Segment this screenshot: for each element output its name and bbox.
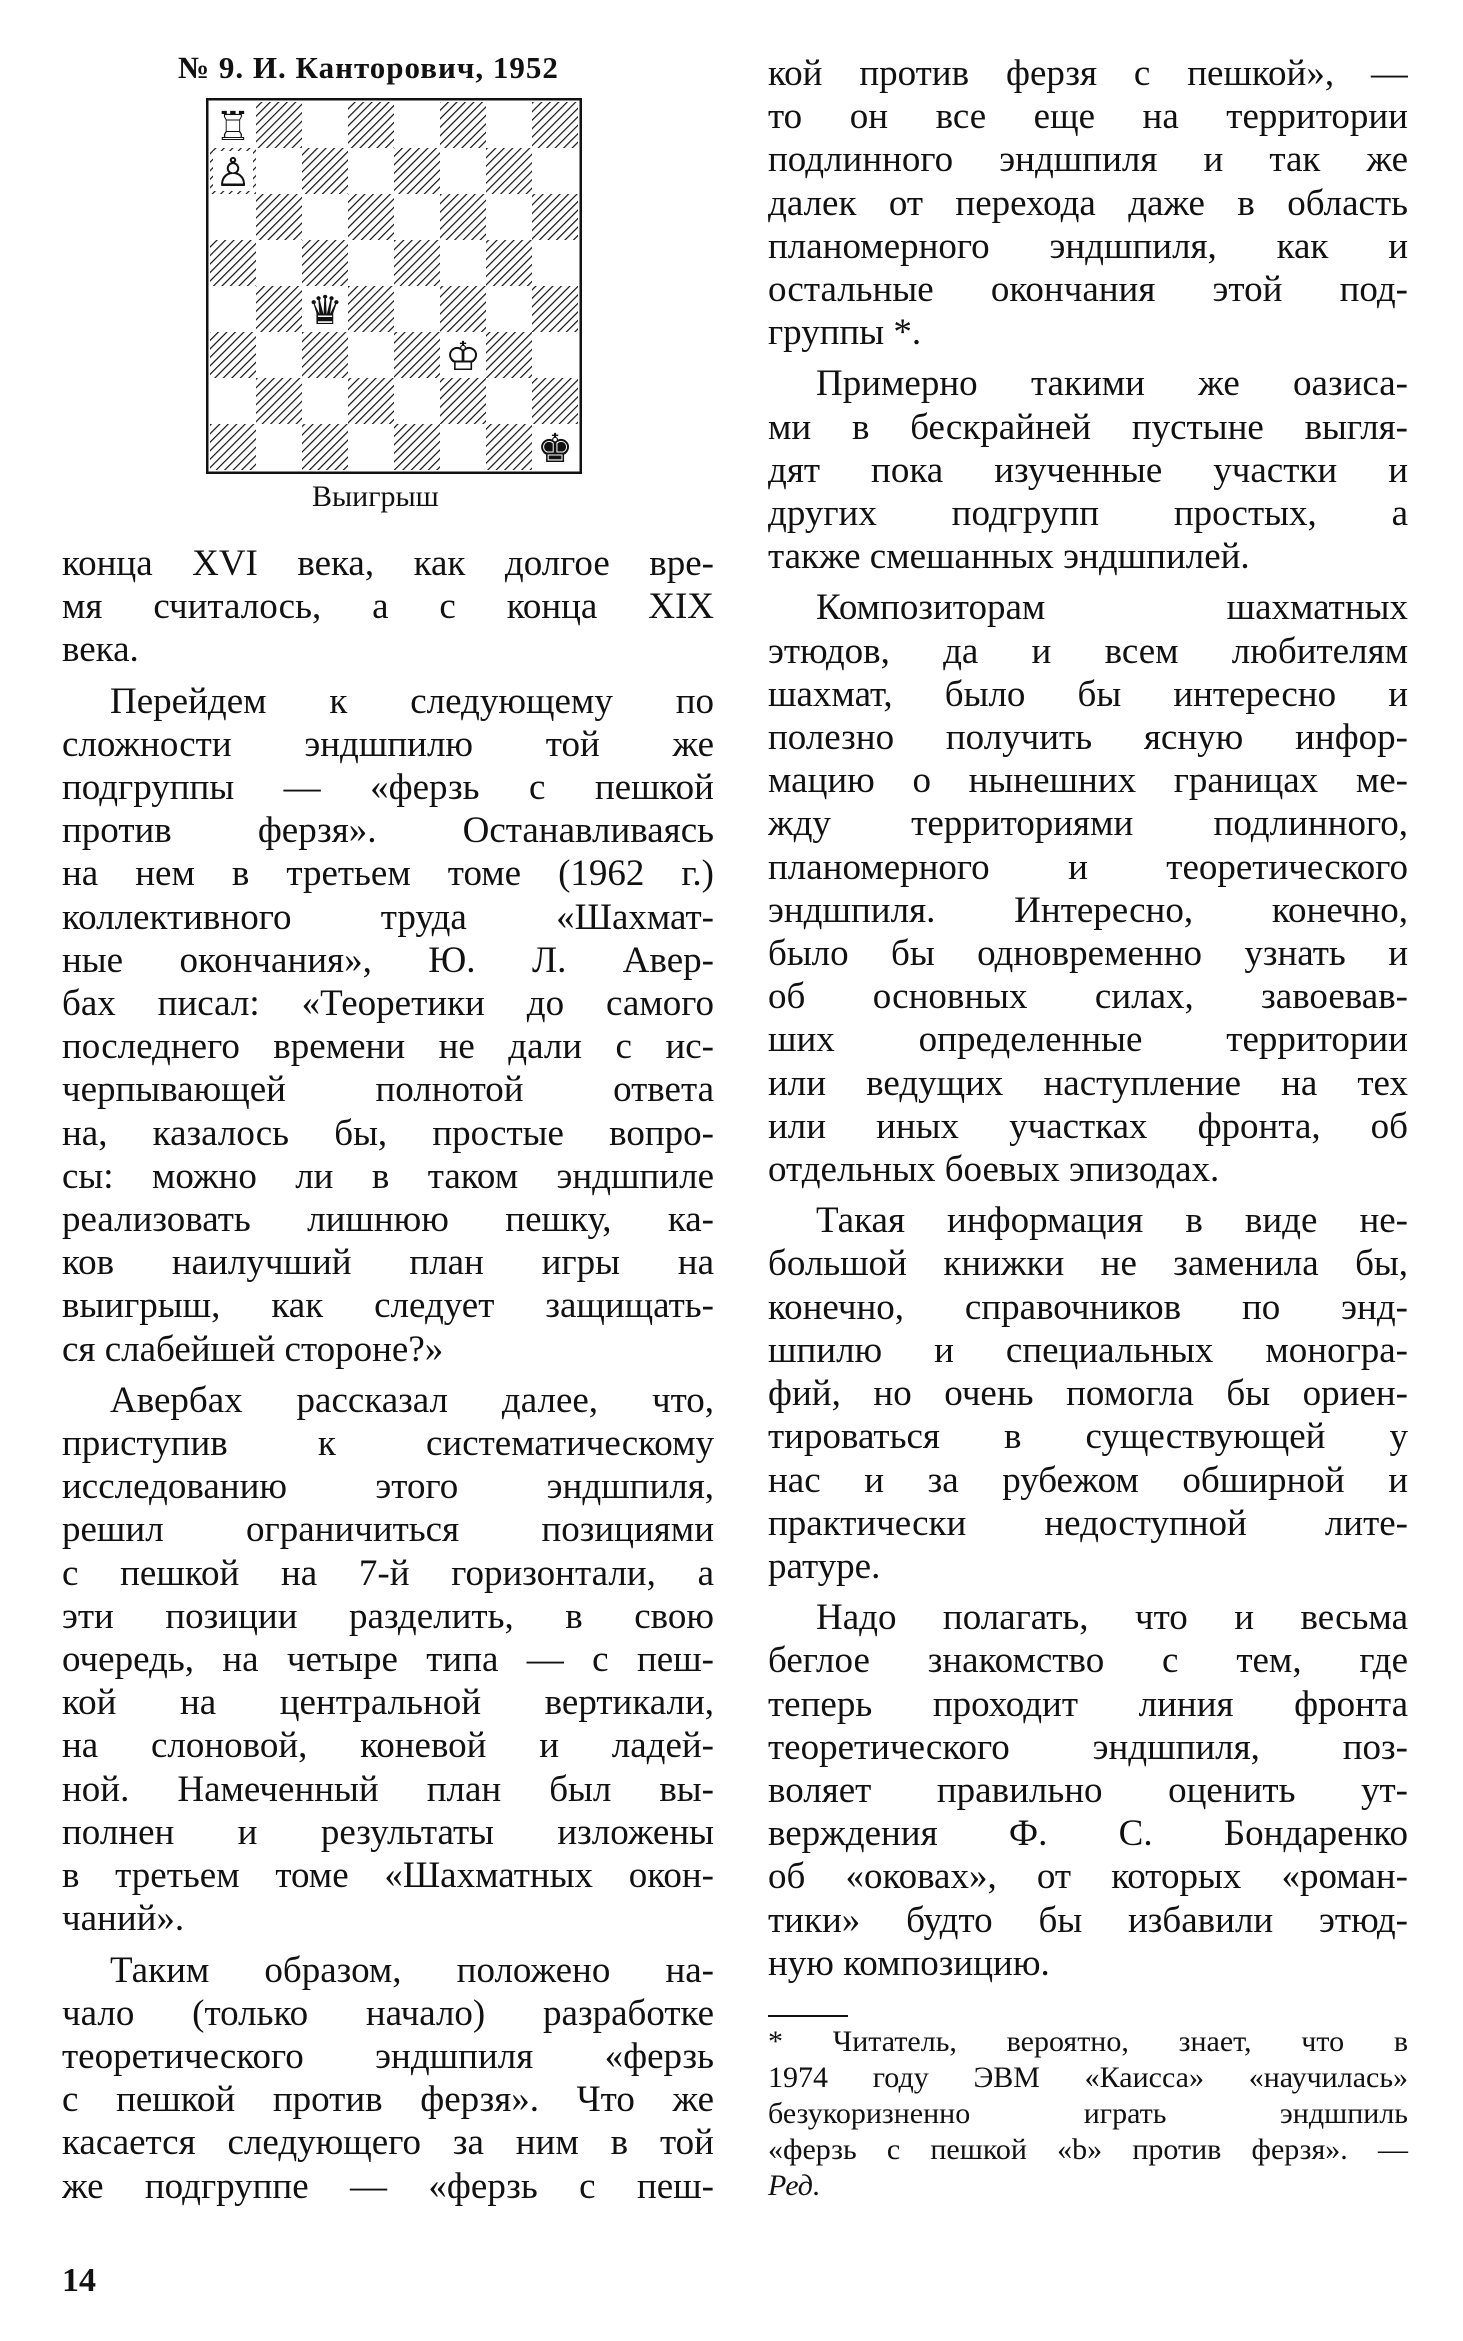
dark-square	[440, 286, 486, 332]
dark-square	[394, 332, 440, 378]
light-square	[256, 148, 302, 194]
light-square	[348, 332, 394, 378]
text-line: беглое знакомство с тем, где	[768, 1640, 1408, 1682]
text-line: в третьем томе «Шахматных окон-	[62, 1855, 714, 1897]
text-line: далек от перехода даже в область	[768, 182, 1408, 224]
text-line: отдельных боевых эпизодах.	[768, 1149, 1220, 1191]
text-line: Таким образом, положено на-	[110, 1949, 714, 1991]
light-square	[210, 286, 256, 332]
text-line: Такая информация в виде не-	[816, 1200, 1408, 1242]
text-line: эндшпиля. Интересно, конечно,	[768, 889, 1408, 931]
text-line: конца XVI века, как долгое вре-	[62, 543, 714, 584]
dark-square	[302, 240, 348, 286]
text-line: Надо полагать, что и весьма	[816, 1597, 1408, 1639]
text-line: воляет правильно оценить ут-	[768, 1769, 1408, 1811]
white-king-icon: ♔	[445, 334, 481, 380]
text-line: ших определенные территории	[768, 1019, 1408, 1061]
light-square	[486, 378, 532, 424]
black-king-icon: ♚	[537, 426, 573, 472]
text-line: тики» будто бы избавили этюд-	[768, 1899, 1408, 1941]
text-line: черпывающей полнотой ответа	[62, 1069, 714, 1111]
paragraph	[768, 362, 1408, 578]
text-line: кой на центральной вертикали,	[62, 1682, 714, 1724]
text-line: было бы одновременно узнать и	[768, 933, 1408, 975]
paragraph	[768, 52, 1408, 354]
dark-square	[532, 102, 578, 148]
paragraph	[768, 586, 1408, 1191]
dark-square	[210, 332, 256, 378]
light-square	[210, 378, 256, 424]
text-line: об основных силах, завоевав-	[768, 976, 1408, 1018]
text-line: исследованию этого эндшпиля,	[62, 1466, 714, 1508]
text-line: ной. Намеченный план был вы-	[62, 1768, 714, 1810]
text-line: ми в бескрайней пустыне выгля-	[768, 406, 1408, 448]
light-square	[486, 194, 532, 240]
light-square	[394, 286, 440, 332]
text-line: Примерно такими же оазиса-	[816, 363, 1408, 405]
text-line: на слоновой, коневой и ладей-	[62, 1725, 714, 1767]
text-line: дят пока изученные участки и	[768, 449, 1408, 491]
text-line: сы: можно ли в таком эндшпиле	[62, 1155, 714, 1197]
text-line: чало (только начало) разработке	[62, 1992, 714, 2034]
text-line: фий, но очень помогла бы ориен-	[768, 1373, 1408, 1415]
text-line: Композиторам шахматных	[816, 587, 1408, 629]
paragraph	[768, 1596, 1408, 1985]
text-line: кой против ферзя с пешкой», —	[768, 53, 1408, 94]
text-line: группы *.	[768, 312, 922, 354]
text-line: ную композицию.	[768, 1942, 1050, 1984]
dark-square	[486, 240, 532, 286]
text-line: планомерного и теоретического	[768, 846, 1408, 888]
black-queen-icon: ♛	[307, 288, 343, 334]
dark-square	[532, 286, 578, 332]
text-line: полезно получить ясную инфор-	[768, 717, 1408, 759]
dark-square	[256, 194, 302, 240]
dark-square	[348, 194, 394, 240]
text-line: этюдов, да и всем любителям	[768, 630, 1408, 672]
light-square	[486, 102, 532, 148]
light-square	[256, 424, 302, 470]
text-line: практически недоступной лите-	[768, 1502, 1408, 1544]
light-square	[348, 148, 394, 194]
text-line: бах писал: «Теоретики до самого	[62, 983, 714, 1025]
text-line: подгруппы — «ферзь с пешкой	[62, 767, 714, 809]
light-square	[302, 102, 348, 148]
text-line: 1974 году ЭВМ «Каисса» «научилась»	[768, 2061, 1408, 2094]
light-square	[348, 240, 394, 286]
paragraph	[62, 1949, 714, 2208]
text-line: верждения Ф. С. Бондаренко	[768, 1813, 1408, 1855]
text-line: планомерного эндшпиля, как и	[768, 225, 1408, 267]
dark-square	[256, 378, 302, 424]
paragraph	[62, 1379, 714, 1941]
text-line: тироваться в существующей у	[768, 1416, 1408, 1458]
text-line: эти позиции разделить, в свою	[62, 1595, 714, 1637]
text-line: * Читатель, вероятно, знает, что в	[768, 2025, 1408, 2058]
text-line: Перейдем к следующему по	[110, 680, 714, 722]
dark-square	[302, 148, 348, 194]
light-square	[210, 194, 256, 240]
dark-square	[394, 240, 440, 286]
text-line: теоретического эндшпиля, поз-	[768, 1726, 1408, 1768]
text-line: коллективного труда «Шахмат-	[62, 896, 714, 938]
dark-square	[394, 424, 440, 470]
text-line: большой книжки не заменила бы,	[768, 1243, 1408, 1285]
text-line: чаний».	[62, 1898, 185, 1940]
dark-square	[256, 286, 302, 332]
paragraph	[62, 542, 714, 672]
light-square	[440, 240, 486, 286]
text-line: касается следующего за ним в той	[62, 2122, 714, 2164]
text-line: на нем в третьем томе (1962 г.)	[62, 853, 714, 895]
text-line: ков наилучший план игры на	[62, 1242, 714, 1284]
text-line: ся слабейшей стороне?»	[62, 1328, 444, 1370]
text-line: сложности эндшпилю той же	[62, 723, 714, 765]
light-square	[394, 102, 440, 148]
chess-diagram	[206, 98, 582, 474]
dark-square	[486, 148, 532, 194]
text-line: решил ограничиться позициями	[62, 1509, 714, 1551]
dark-square	[210, 240, 256, 286]
text-line: «ферзь с пешкой «b» против ферзя». —	[768, 2133, 1408, 2166]
text-line: теперь проходит линия фронта	[768, 1683, 1408, 1725]
diagram-title: № 9. И. Канторович, 1952	[178, 50, 559, 85]
text-line: выигрыш, как следует защищать-	[62, 1285, 714, 1327]
text-line: ные окончания», Ю. Л. Авер-	[62, 939, 714, 981]
text-line: ратуре.	[768, 1545, 881, 1587]
light-square	[440, 148, 486, 194]
text-line: или иных участках фронта, об	[768, 1105, 1408, 1147]
light-square	[532, 148, 578, 194]
left-column	[62, 542, 714, 2208]
text-line: подлинного эндшпиля и так же	[768, 139, 1408, 181]
text-line: мя считалось, а с конца XIX	[62, 586, 714, 628]
dark-square	[348, 378, 394, 424]
text-line: полнен и результаты изложены	[62, 1811, 714, 1853]
footnote-rule	[768, 2015, 848, 2017]
text-line: Ред.	[768, 2169, 821, 2202]
light-square	[348, 424, 394, 470]
light-square	[256, 240, 302, 286]
dark-square	[440, 102, 486, 148]
dark-square	[348, 102, 394, 148]
light-square	[302, 194, 348, 240]
dark-square	[302, 332, 348, 378]
light-square	[532, 332, 578, 378]
dark-square	[440, 194, 486, 240]
light-square	[394, 194, 440, 240]
light-square	[532, 240, 578, 286]
text-line: с пешкой против ферзя». Что же	[62, 2079, 714, 2121]
text-line: против ферзя». Останавливаясь	[62, 810, 714, 852]
dark-square	[348, 286, 394, 332]
text-line: жду территориями подлинного,	[768, 803, 1408, 845]
text-line: то он все еще на территории	[768, 96, 1408, 138]
page-number: 14	[62, 2262, 96, 2299]
text-line: приступив к систематическому	[62, 1423, 714, 1465]
text-line: или ведущих наступление на тех	[768, 1062, 1408, 1104]
dark-square	[440, 378, 486, 424]
dark-square	[210, 424, 256, 470]
light-square	[394, 378, 440, 424]
text-line: века.	[62, 629, 139, 671]
dark-square	[486, 424, 532, 470]
footnote	[768, 2024, 1408, 2204]
dark-square	[532, 378, 578, 424]
text-line: же подгруппе — «ферзь с пеш-	[62, 2165, 714, 2207]
dark-square	[302, 424, 348, 470]
white-pawn-icon: ♙	[215, 150, 251, 196]
paragraph	[62, 680, 714, 1371]
diagram-result: Выигрыш	[312, 480, 439, 513]
light-square	[486, 286, 532, 332]
text-line: также смешанных эндшпилей.	[768, 536, 1250, 578]
white-rook-icon: ♖	[215, 104, 251, 150]
paragraph	[768, 1199, 1408, 1588]
text-line: нас и за рубежом обширной и	[768, 1459, 1408, 1501]
text-line: шпилю и специальных моногра-	[768, 1329, 1408, 1371]
dark-square	[256, 102, 302, 148]
light-square	[256, 332, 302, 378]
right-column	[768, 52, 1408, 1985]
text-line: об «оковах», от которых «роман-	[768, 1856, 1408, 1898]
text-line: с пешкой на 7-й горизонтали, а	[62, 1552, 714, 1594]
text-line: мацию о нынешних границах ме-	[768, 760, 1408, 802]
text-line: конечно, справочников по энд-	[768, 1286, 1408, 1328]
text-line: безукоризненно играть эндшпиль	[768, 2097, 1408, 2130]
text-line: других подгрупп простых, а	[768, 493, 1408, 535]
dark-square	[532, 194, 578, 240]
text-line: последнего времени не дали с ис-	[62, 1026, 714, 1068]
text-line: шахмат, было бы интересно и	[768, 673, 1408, 715]
text-line: теоретического эндшпиля «ферзь	[62, 2035, 714, 2077]
dark-square	[486, 332, 532, 378]
text-line: остальные окончания этой под-	[768, 269, 1408, 311]
dark-square	[394, 148, 440, 194]
light-square	[440, 424, 486, 470]
text-line: очередь, на четыре типа — с пеш-	[62, 1639, 714, 1681]
text-line: на, казалось бы, простые вопро-	[62, 1112, 714, 1154]
light-square	[302, 378, 348, 424]
text-line: Авербах рассказал далее, что,	[110, 1379, 714, 1421]
text-line: реализовать лишнюю пешку, ка-	[62, 1199, 714, 1241]
